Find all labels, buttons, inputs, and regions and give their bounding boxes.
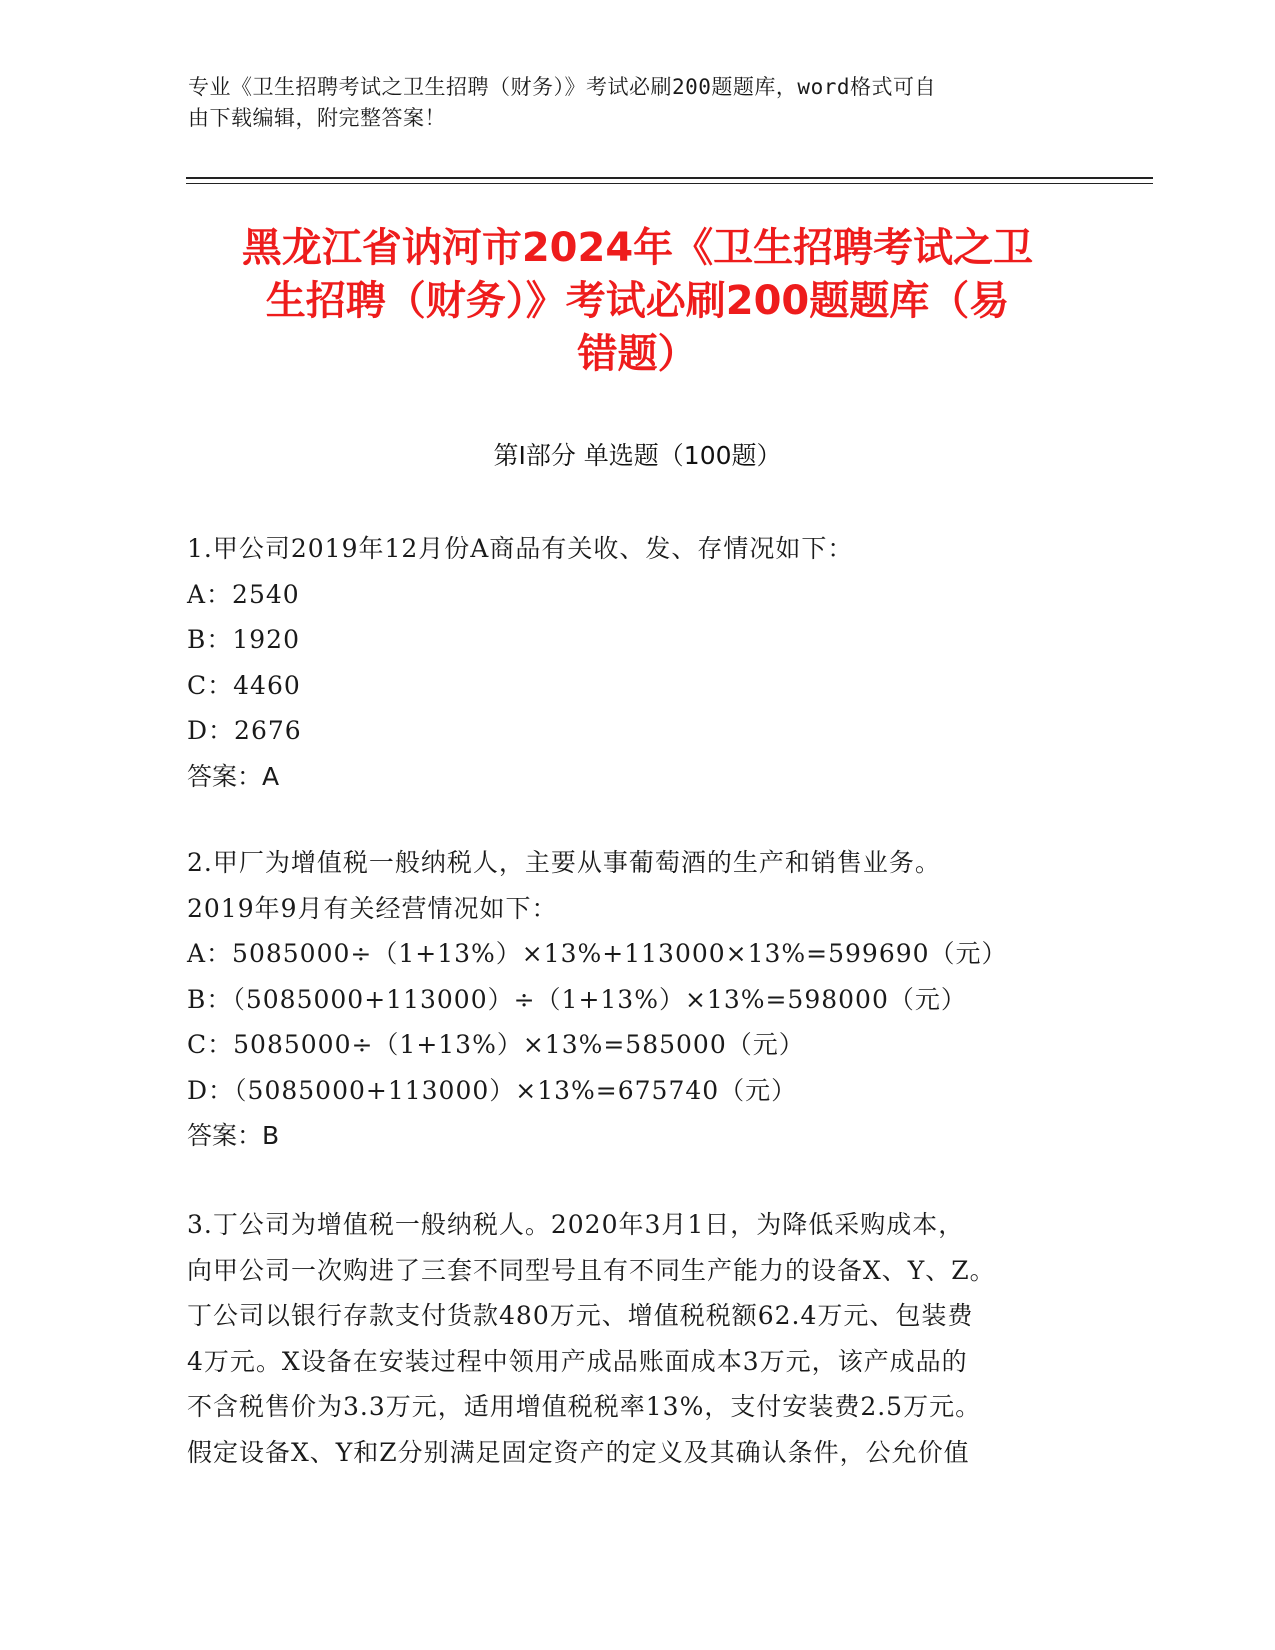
header-divider <box>186 177 1153 179</box>
option-b: B：（5085000+113000）÷（1+13%）×13%=598000（元） <box>187 984 967 1014</box>
header-note-line: 专业《卫生招聘考试之卫生招聘（财务）》考试必刷200题题库，word格式可自 <box>188 75 936 99</box>
option-b: B：1920 <box>187 625 300 654</box>
question-stem: 假定设备X、Y和Z分别满足固定资产的定义及其确认条件，公允价值 <box>187 1437 970 1467</box>
option-a: A：2540 <box>187 579 300 609</box>
question-stem: 向甲公司一次购进了三套不同型号且有不同生产能力的设备X、Y、Z。 <box>187 1255 996 1285</box>
document-title <box>150 222 1125 381</box>
option-c: C：4460 <box>187 670 301 700</box>
option-c: C：5085000÷（1+13%）×13%=585000（元） <box>187 1030 805 1059</box>
question-3 <box>187 1202 1087 1475</box>
option-d: D：2676 <box>187 716 302 745</box>
header-note-line: 由下载编辑，附完整答案！ <box>188 106 446 130</box>
answer: 答案：A <box>187 761 280 791</box>
question-stem: 1.甲公司2019年12月份A商品有关收、发、存情况如下： <box>187 534 854 563</box>
title-line: 生招聘（财务）》考试必刷200题题库（易 <box>265 278 1010 324</box>
question-stem: 2.甲厂为增值税一般纳税人，主要从事葡萄酒的生产和销售业务。 <box>187 848 941 877</box>
answer: 答案：B <box>187 1121 280 1150</box>
question-stem: 2019年9月有关经营情况如下： <box>187 893 558 923</box>
option-a: A：5085000÷（1+13%）×13%+113000×13%=599690（元） <box>187 939 1008 968</box>
header-note <box>188 72 1088 134</box>
section-heading: 第Ⅰ部分 单选题（100题） <box>493 441 782 470</box>
title-line: 错题） <box>577 331 698 377</box>
question-stem: 3.丁公司为增值税一般纳税人。2020年3月1日，为降低采购成本， <box>187 1210 965 1239</box>
question-2 <box>187 840 1087 1159</box>
header-divider-thin <box>186 183 1153 184</box>
question-1 <box>187 526 1087 799</box>
title-line: 黑龙江省讷河市2024年《卫生招聘考试之卫 <box>241 225 1034 271</box>
question-stem: 不含税售价为3.3万元，适用增值税税率13%，支付安装费2.5万元。 <box>187 1392 982 1421</box>
question-stem: 丁公司以银行存款支付货款480万元、增值税税额62.4万元、包装费 <box>187 1301 974 1330</box>
option-d: D：（5085000+113000）×13%=675740（元） <box>187 1075 798 1105</box>
question-stem: 4万元。X设备在安装过程中领用产成品账面成本3万元，该产成品的 <box>187 1346 968 1376</box>
